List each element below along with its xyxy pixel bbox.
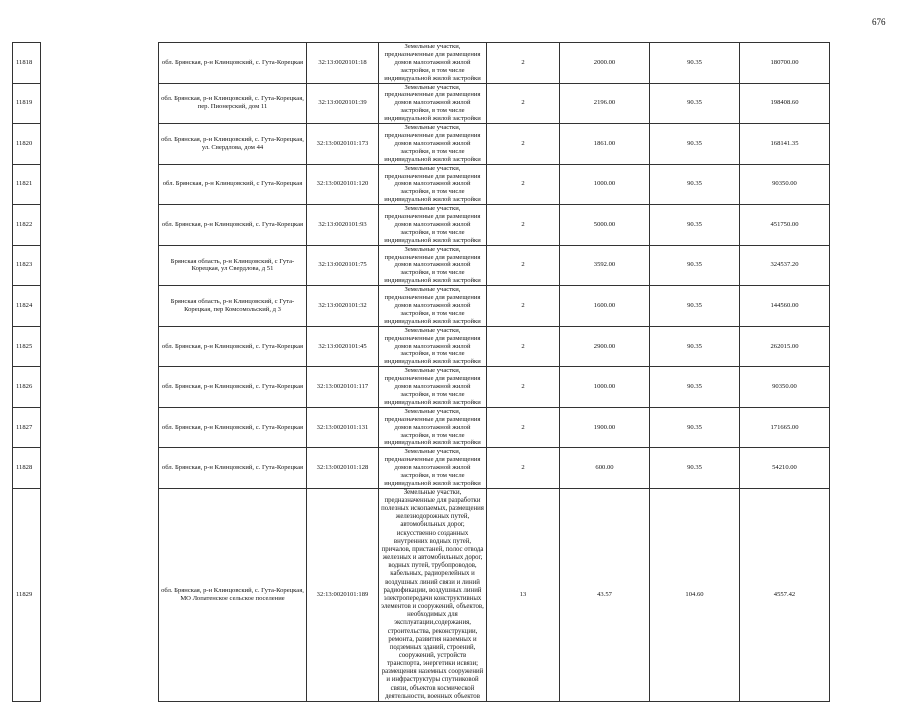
row-number: 11824 xyxy=(13,286,41,327)
address-cell: обл. Брянская, р-н Клинцовский, с. Гута-Корецкая, ул. Свердлова, дом 44 xyxy=(159,124,307,165)
table-row xyxy=(13,83,830,124)
rate-cell: 90.35 xyxy=(650,83,740,124)
land-plots-table xyxy=(12,42,830,702)
cadastral-number-cell: 32:13:0020101:117 xyxy=(307,367,379,408)
cadastral-number-cell: 32:13:0020101:18 xyxy=(307,43,379,84)
rate-cell: 90.35 xyxy=(650,367,740,408)
category-cell: 2 xyxy=(487,245,560,286)
category-cell: 2 xyxy=(487,407,560,448)
row-spacer xyxy=(41,43,159,84)
purpose-cell: Земельные участки, предназначенные для размещения домов малоэтажной жилой застройки, в том числе индивидуальной жилой застройки xyxy=(379,124,487,165)
cadastral-number-cell: 32:13:0020101:45 xyxy=(307,326,379,367)
purpose-cell: Земельные участки, предназначенные для разработки полезных ископаемых, размещения железнодорожных путей, автомобильных дорог, искусственно созданных внутренних водных путей, причалов, пристаней, полос отвода железных и автомобильных дорог, водных путей, трубопроводов, кабельных, радиорелейных и воздушных линий связи и линий радиофикации, воздушных линий электропередачи конструктивных элементов и сооружений, объектов, необходимых для эксплуатации,содержания, строительства, реконструкции, ремонта, развития наземных и подземных зданий, строений, сооружений, устройств транспорта, энергетики исвязи; размещения наземных сооружений и инфраструктуры спутниковой связи, объектов космической деятельности, военных объектов xyxy=(379,488,487,701)
row-number: 11822 xyxy=(13,205,41,246)
table-row xyxy=(13,488,830,701)
area-cell: 1861.00 xyxy=(560,124,650,165)
rate-cell: 90.35 xyxy=(650,43,740,84)
row-number: 11818 xyxy=(13,43,41,84)
purpose-cell: Земельные участки, предназначенные для размещения домов малоэтажной жилой застройки, в том числе индивидуальной жилой застройки xyxy=(379,448,487,489)
cadastral-value-cell: 4557.42 xyxy=(740,488,830,701)
address-cell: обл. Брянская, р-н Клинцовский, с. Гута-Корецкая xyxy=(159,205,307,246)
cadastral-value-cell: 198408.60 xyxy=(740,83,830,124)
category-cell: 2 xyxy=(487,205,560,246)
row-number: 11819 xyxy=(13,83,41,124)
area-cell: 1900.00 xyxy=(560,407,650,448)
rate-cell: 90.35 xyxy=(650,164,740,205)
address-cell: обл. Брянская, р-н Клинцовский, с. Гута-Корецкая xyxy=(159,407,307,448)
rate-cell: 90.35 xyxy=(650,286,740,327)
cadastral-number-cell: 32:13:0020101:32 xyxy=(307,286,379,327)
category-cell: 2 xyxy=(487,43,560,84)
category-cell: 13 xyxy=(487,488,560,701)
address-cell: обл. Брянская, р-н Клинцовский, с. Гута-Корецкая xyxy=(159,326,307,367)
address-cell: обл. Брянская, р-н Клинцовский, с. Гута-Корецкая, пер. Пионерский, дом 11 xyxy=(159,83,307,124)
cadastral-value-cell: 171665.00 xyxy=(740,407,830,448)
rate-cell: 90.35 xyxy=(650,407,740,448)
rate-cell: 104.60 xyxy=(650,488,740,701)
rate-cell: 90.35 xyxy=(650,326,740,367)
rate-cell: 90.35 xyxy=(650,448,740,489)
row-spacer xyxy=(41,448,159,489)
purpose-cell: Земельные участки, предназначенные для размещения домов малоэтажной жилой застройки, в том числе индивидуальной жилой застройки xyxy=(379,83,487,124)
purpose-cell: Земельные участки, предназначенные для размещения домов малоэтажной жилой застройки, в том числе индивидуальной жилой застройки xyxy=(379,407,487,448)
category-cell: 2 xyxy=(487,124,560,165)
row-spacer xyxy=(41,326,159,367)
rate-cell: 90.35 xyxy=(650,245,740,286)
area-cell: 5000.00 xyxy=(560,205,650,246)
area-cell: 2900.00 xyxy=(560,326,650,367)
cadastral-value-cell: 262015.00 xyxy=(740,326,830,367)
row-spacer xyxy=(41,83,159,124)
area-cell: 600.00 xyxy=(560,448,650,489)
purpose-cell: Земельные участки, предназначенные для размещения домов малоэтажной жилой застройки, в том числе индивидуальной жилой застройки xyxy=(379,43,487,84)
row-spacer xyxy=(41,245,159,286)
purpose-cell: Земельные участки, предназначенные для размещения домов малоэтажной жилой застройки, в том числе индивидуальной жилой застройки xyxy=(379,164,487,205)
cadastral-value-cell: 54210.00 xyxy=(740,448,830,489)
rate-cell: 90.35 xyxy=(650,205,740,246)
table-row xyxy=(13,124,830,165)
row-number: 11821 xyxy=(13,164,41,205)
table-row xyxy=(13,43,830,84)
area-cell: 43.57 xyxy=(560,488,650,701)
cadastral-value-cell: 90350.00 xyxy=(740,164,830,205)
cadastral-value-cell: 451750.00 xyxy=(740,205,830,246)
cadastral-value-cell: 90350.00 xyxy=(740,367,830,408)
row-spacer xyxy=(41,286,159,327)
table-row xyxy=(13,205,830,246)
row-number: 11825 xyxy=(13,326,41,367)
area-cell: 1600.00 xyxy=(560,286,650,327)
table-row xyxy=(13,164,830,205)
address-cell: Брянская область, р-н Клинцовский, с Гута-Корецкая, пер Комсомольский, д 3 xyxy=(159,286,307,327)
table-row xyxy=(13,407,830,448)
address-cell: Брянская область, р-н Клинцовский, с Гута-Корецкая, ул Свердлова, д 51 xyxy=(159,245,307,286)
cadastral-number-cell: 32:13:0020101:93 xyxy=(307,205,379,246)
cadastral-value-cell: 324537.20 xyxy=(740,245,830,286)
category-cell: 2 xyxy=(487,448,560,489)
row-spacer xyxy=(41,205,159,246)
cadastral-value-cell: 144560.00 xyxy=(740,286,830,327)
page-number: 676 xyxy=(872,17,886,27)
table-row xyxy=(13,367,830,408)
purpose-cell: Земельные участки, предназначенные для размещения домов малоэтажной жилой застройки, в том числе индивидуальной жилой застройки xyxy=(379,286,487,327)
row-spacer xyxy=(41,164,159,205)
row-spacer xyxy=(41,488,159,701)
rate-cell: 90.35 xyxy=(650,124,740,165)
area-cell: 2196.00 xyxy=(560,83,650,124)
table-row xyxy=(13,286,830,327)
row-spacer xyxy=(41,367,159,408)
cadastral-number-cell: 32:13:0020101:173 xyxy=(307,124,379,165)
cadastral-number-cell: 32:13:0020101:120 xyxy=(307,164,379,205)
category-cell: 2 xyxy=(487,286,560,327)
table-row xyxy=(13,448,830,489)
cadastral-number-cell: 32:13:0020101:75 xyxy=(307,245,379,286)
cadastral-value-cell: 180700.00 xyxy=(740,43,830,84)
row-number: 11823 xyxy=(13,245,41,286)
row-number: 11828 xyxy=(13,448,41,489)
row-number: 11829 xyxy=(13,488,41,701)
cadastral-number-cell: 32:13:0020101:39 xyxy=(307,83,379,124)
purpose-cell: Земельные участки, предназначенные для размещения домов малоэтажной жилой застройки, в том числе индивидуальной жилой застройки xyxy=(379,205,487,246)
area-cell: 1000.00 xyxy=(560,367,650,408)
purpose-cell: Земельные участки, предназначенные для размещения домов малоэтажной жилой застройки, в том числе индивидуальной жилой застройки xyxy=(379,245,487,286)
category-cell: 2 xyxy=(487,164,560,205)
purpose-cell: Земельные участки, предназначенные для размещения домов малоэтажной жилой застройки, в том числе индивидуальной жилой застройки xyxy=(379,326,487,367)
address-cell: обл. Брянская, р-н Клинцовский, с. Гута-Корецкая xyxy=(159,43,307,84)
category-cell: 2 xyxy=(487,326,560,367)
area-cell: 1000.00 xyxy=(560,164,650,205)
address-cell: обл. Брянская, р-н Клинцовский, с Гута-Корецкая xyxy=(159,164,307,205)
cadastral-value-cell: 168141.35 xyxy=(740,124,830,165)
row-spacer xyxy=(41,124,159,165)
area-cell: 3592.00 xyxy=(560,245,650,286)
row-spacer xyxy=(41,407,159,448)
table-row xyxy=(13,326,830,367)
address-cell: обл. Брянская, р-н Клинцовский, с. Гута-Корецкая xyxy=(159,367,307,408)
category-cell: 2 xyxy=(487,367,560,408)
row-number: 11827 xyxy=(13,407,41,448)
cadastral-number-cell: 32:13:0020101:128 xyxy=(307,448,379,489)
cadastral-number-cell: 32:13:0020101:131 xyxy=(307,407,379,448)
cadastral-number-cell: 32:13:0020101:189 xyxy=(307,488,379,701)
table-row xyxy=(13,245,830,286)
area-cell: 2000.00 xyxy=(560,43,650,84)
purpose-cell: Земельные участки, предназначенные для размещения домов малоэтажной жилой застройки, в том числе индивидуальной жилой застройки xyxy=(379,367,487,408)
row-number: 11820 xyxy=(13,124,41,165)
row-number: 11826 xyxy=(13,367,41,408)
category-cell: 2 xyxy=(487,83,560,124)
address-cell: обл. Брянская, р-н Клинцовский, с. Гута-Корецкая xyxy=(159,448,307,489)
address-cell: обл. Брянская, р-н Клинцовский, с. Гута-Корецкая, МО Лопатенское сельское поселение xyxy=(159,488,307,701)
